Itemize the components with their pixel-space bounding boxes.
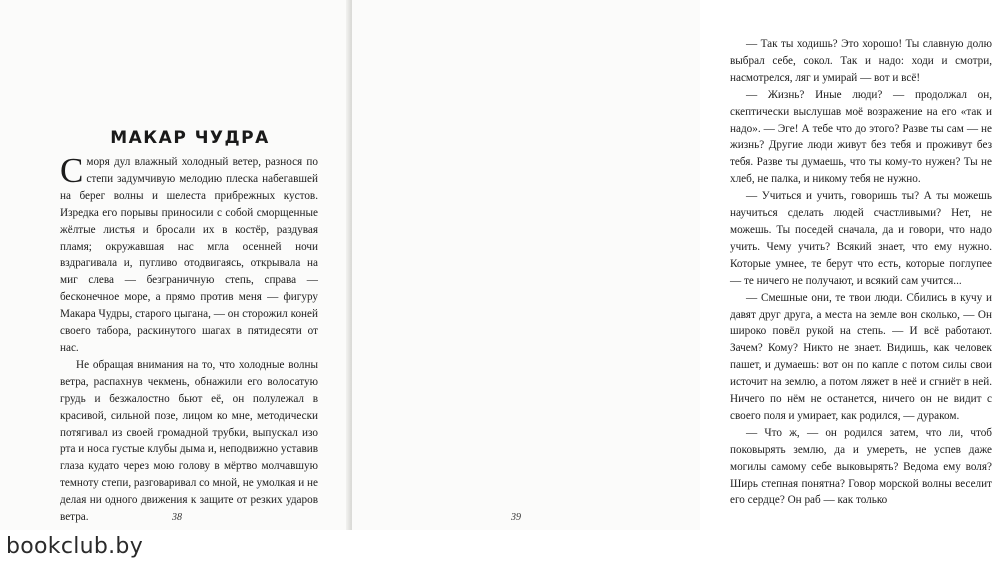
dialogue-paragraph: — Что ж, — он родился затем, что ли, чтоб поковырять землю, да и умереть, не успев даже могилы самому себе выковырять? Ведома ему воля? Ширь степная понятна? Говор морской волны веселит его сердце? Он раб — как только (730, 426, 992, 507)
left-page (0, 0, 352, 530)
dialogue-paragraph: — Смешные они, те твои люди. Сбились в кучу и давят друг друга, а места на земле вон сколько, — Он широко повёл рукой на степь. — И всё работают. Зачем? Кому? Никто не знает. Видишь, как человек пашет, и думаешь: вот он по капле с потом силы свои источит на землю, а потом ляжет в неё и сгниёт в ней. Ничего по нём не останется, ничего он не видит с своего поля и умирает, как родился, — дураком. (730, 291, 992, 422)
right-page-number: 39 (511, 512, 521, 523)
dialogue-paragraph: — Учиться и учить, говоришь ты? А ты можешь научиться сделать людей счастливыми? Нет, не можешь. Ты поседей сначала, да и говори, что надо учить. Чему учить? Всякий знает, что ему нужно. Которые умнее, те берут что есть, которые поглупее — те ничего не получают, и всякий сам учится... (730, 190, 992, 287)
right-page (352, 0, 992, 530)
dialogue-paragraph: — Так ты ходишь? Это хорошо! Ты славную долю выбрал себе, сокол. Так и надо: ходи и смотри, насмотрелся, ляг и умирай — вот и всё! (730, 38, 992, 84)
left-page-text (60, 151, 318, 526)
chapter-title: МАКАР ЧУДРА (110, 128, 270, 148)
opening-paragraph-text: моря дул влажный холодный ветер, разнося по степи задумчивую мелодию плеска набегавшей на берег волны и шелеста прибрежных кустов. Изредка его порывы приносили с собой сморщенные жёлтые листья и бросали их в костёр, раздувая пламя; окружавшая нас мгла осенней ночи вздрагивала и, пугливо отодвигаясь, открывала на миг слева — безграничную степь, справа — бесконечное море, а прямо против меня — фигуру Макара Чудры, старого цыгана, — он сторожил коней своего табора, раскинутого шагах в пятидесяти от нас. (60, 156, 318, 354)
left-page-number: 38 (172, 512, 182, 523)
site-watermark: bookclub.by (6, 534, 144, 559)
drop-cap-letter: С (60, 151, 84, 190)
second-paragraph: Не обращая внимания на то, что холодные волны ветра, распахнув чекмень, обнажили его волосатую грудь и безжалостно бьют её, он полулежал в красивой, сильной позе, лицом ко мне, методически потягивал из своей громадной трубки, выпускал изо рта и носа густые клубы дыма и, неподвижно уставив глаза кудато через мою голову в мёртво молчавшую темноту степи, разговаривал со мной, не умолкая и не делая ни одного движения к защите от резких ударов ветра. (60, 358, 318, 524)
dialogue-paragraph: — Жизнь? Иные люди? — продолжал он, скептически выслушав моё возражение на его «так и надо». — Эге! А тебе что до этого? Разве ты сам — не жизнь? Другие люди живут без тебя и проживут без тебя. Разве ты думаешь, что ты кому-то нужен? Ты не хлеб, не палка, и никому тебя не нужно. (730, 88, 992, 186)
right-page-text (730, 36, 992, 509)
opening-paragraph (60, 151, 318, 357)
